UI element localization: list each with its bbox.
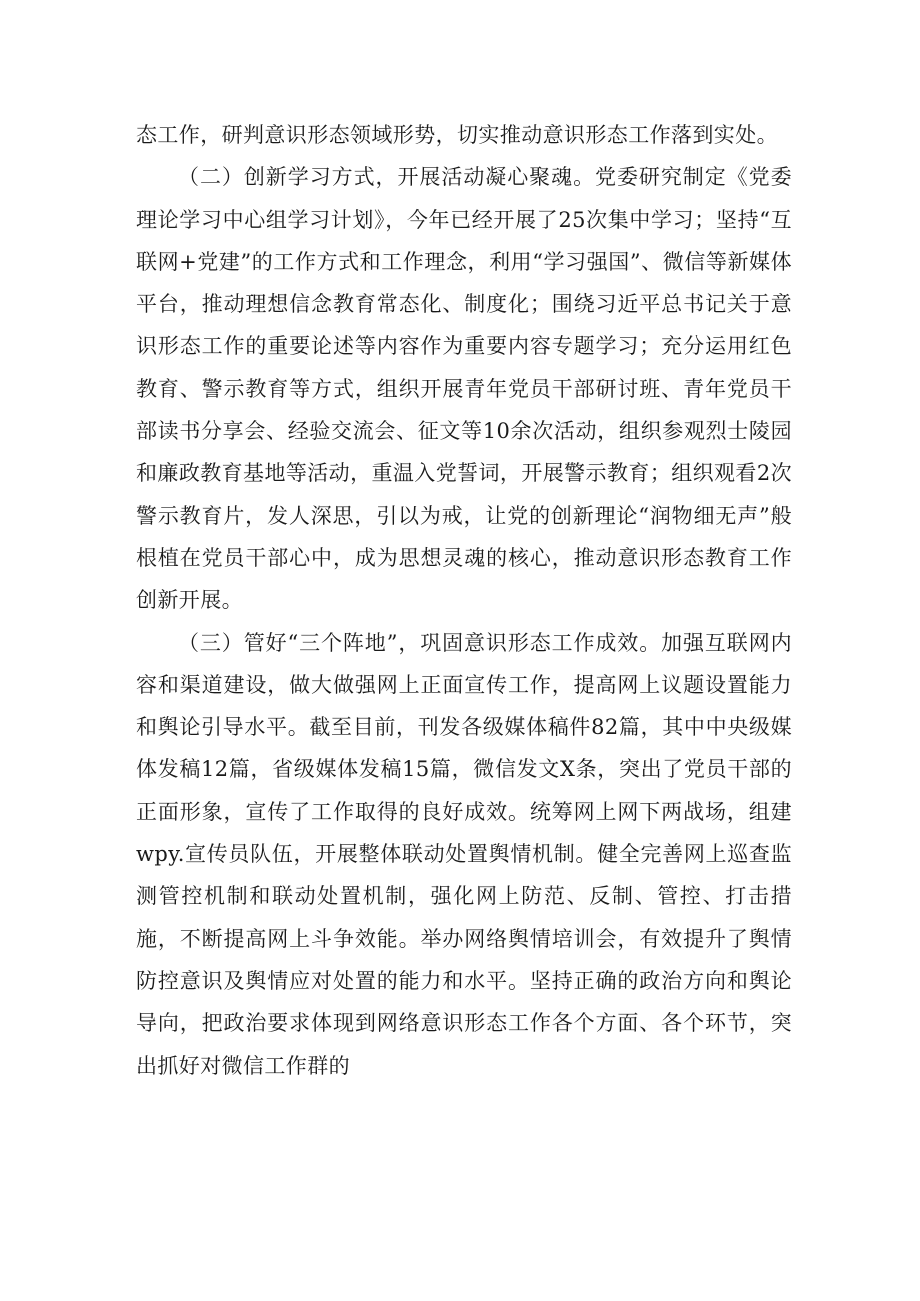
document-body <box>136 114 792 1087</box>
paragraph-section-three: （三）管好“三个阵地”，巩固意识形态工作成效。加强互联网内容和渠道建设，做大做强网上正面宣传工作，提高网上议题设置能力和舆论引导水平。截至目前，刊发各级媒体稿件82篇，其中中央级媒体发稿12篇，省级媒体发稿15篇，微信发文X条，突出了党员干部的正面形象，宣传了工作取得的良好成效。统筹网上网下两战场，组建wpy.宣传员队伍，开展整体联动处置舆情机制。健全完善网上巡查监测管控机制和联动处置机制，强化网上防范、反制、管控、打击措施，不断提高网上斗争效能。举办网络舆情培训会，有效提升了舆情防控意识及舆情应对处置的能力和水平。坚持正确的政治方向和舆论导向，把政治要求体现到网络意识形态工作各个方面、各个环节，突出抓好对微信工作群的 <box>136 630 792 1078</box>
paragraph-section-two: （二）创新学习方式，开展活动凝心聚魂。党委研究制定《党委理论学习中心组学习计划》，今年已经开展了25次集中学习；坚持“互联网+党建”的工作方式和工作理念，利用“学习强国”、微信等新媒体平台，推动理想信念教育常态化、制度化；围绕习近平总书记关于意识形态工作的重要论述等内容作为重要内容专题学习；充分运用红色教育、警示教育等方式，组织开展青年党员干部研讨班、青年党员干部读书分享会、经验交流会、征文等10余次活动，组织参观烈士陵园和廉政教育基地等活动，重温入党誓词，开展警示教育；组织观看2次警示教育片，发人深思，引以为戒，让党的创新理论“润物细无声”般根植在党员干部心中，成为思想灵魂的核心，推动意识形态教育工作创新开展。 <box>136 165 792 613</box>
paragraph-continuation: 态工作，研判意识形态领域形势，切实推动意识形态工作落到实处。 <box>136 123 778 147</box>
